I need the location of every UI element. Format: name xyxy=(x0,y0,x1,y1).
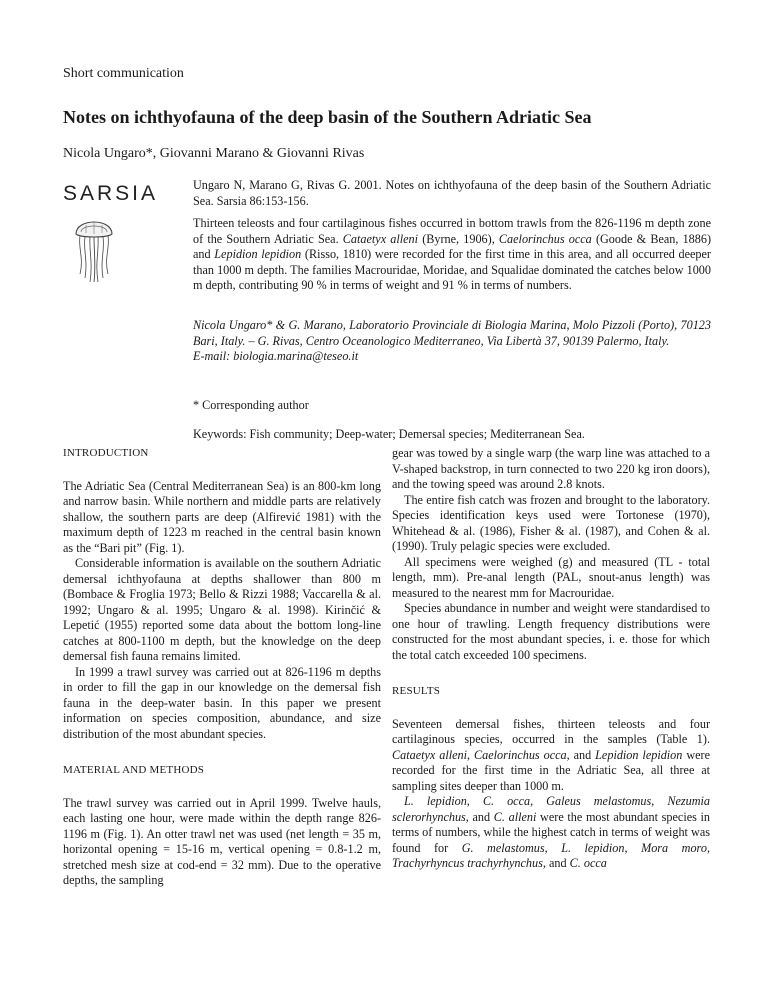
abstract-block xyxy=(193,216,711,294)
keywords-line: Keywords: Fish community; Deep-water; Demersal species; Mediterranean Sea. xyxy=(193,427,585,441)
email-text: E-mail: biologia.marina@teseo.it xyxy=(193,349,359,363)
article-title: Notes on ichthyofauna of the deep basin of the Southern Adriatic Sea xyxy=(63,107,592,127)
section-heading-results: RESULTS xyxy=(392,685,441,697)
author-list: Nicola Ungaro*, Giovanni Marano & Giovanni Rivas xyxy=(63,146,365,161)
left-column xyxy=(63,446,381,889)
citation-block xyxy=(193,178,711,209)
results-paragraph-1: Seventeen demersal fishes, thirteen teleosts and four cartilaginous species, occurred in the samples (Table 1). Cataetyx alleni, Caelorinchus occa, and Lepidion lepidion were recorded for the first time in the Adriatic Sea, all three at sampling sites deeper than 1000 m. xyxy=(392,716,710,793)
methods-paragraph-5: Species abundance in number and weight were standardised to one hour of trawling. Length frequency distributions were constructed for the most abundant species, i. e. those for which the total catch exceeded 100 specimens. xyxy=(392,601,710,662)
affiliation-block xyxy=(193,318,711,365)
corresponding-author-note: * Corresponding author xyxy=(193,398,309,412)
article-type-label: Short communication xyxy=(63,66,184,81)
section-heading-methods: MATERIAL AND METHODS xyxy=(63,764,205,776)
results-paragraph-2: L. lepidion, C. occa, Galeus melastomus, Nezumia sclerorhynchus, and C. alleni were the most abundant species in terms of numbers, while the highest catch in terms of weight was found for G. melastomus, L. lepidion, Mora moro, Trachyrhyncus trachyrhynchus, and C. occa xyxy=(392,794,711,870)
affiliation-text: Nicola Ungaro* & G. Marano, Laboratorio Provinciale di Biologia Marina, Molo Pizzoli (Porto), 70123 Bari, Italy. – G. Rivas, Centro Oceanologico Mediterraneo, Via Libertà 37, 90139 Palermo, Italy. xyxy=(193,318,711,348)
jellyfish-logo-icon xyxy=(72,212,116,289)
abstract-text: Thirteen teleosts and four cartilaginous fishes occurred in bottom trawls from the 826-1196 m depth zone of the Southern Adriatic Sea. Cataetyx alleni (Byrne, 1906), Caelorinchus occa (Goode & Bean, 1886) and Lepidion lepidion (Risso, 1810) were recorded for the first time in this area, and all occurred deeper than 1000 m depth. The families Macrouridae, Moridae, and Squalidae dominated the catches below 1000 m depth, contributing 90 % in terms of weight and 91 % in terms of numbers. xyxy=(193,216,712,292)
intro-paragraph-3: In 1999 a trawl survey was carried out at 826-1196 m depths in order to fill the gap in our knowledge on the demersal fish fauna in the deep-water basin. In this paper we present information on species composition, abundance, and size distribution of the most abundant species. xyxy=(63,664,381,741)
methods-paragraph-3: The entire fish catch was frozen and brought to the laboratory. Species identification keys used were Tortonese (1970), Whitehead & al. (1986), Fisher & al. (1987), and Cohen & al. (1990). Truly pelagic species were excluded. xyxy=(392,492,710,553)
intro-paragraph-1: The Adriatic Sea (Central Mediterranean Sea) is an 800-km long and narrow basin. While northern and middle parts are relatively shallow, the southern parts are deep (Alfirević 1981) with the maximum depth of 1223 m reached in the central basin known as the “Bari pit” (Fig. 1). xyxy=(63,478,381,555)
section-heading-introduction: INTRODUCTION xyxy=(63,447,149,459)
journal-logo: SARSIA xyxy=(63,182,159,205)
methods-paragraph-2: gear was towed by a single warp (the warp line was attached to a V-shaped backstrop, in turn connected to two 220 kg iron doors), and the towing speed was around 2.8 knots. xyxy=(392,446,710,491)
methods-paragraph-4: All specimens were weighed (g) and measured (TL - total length, mm). Pre-anal length (PAL, snout-anus length) was measured to the nearest mm for Macrouridae. xyxy=(392,554,710,600)
intro-paragraph-2: Considerable information is available on the southern Adriatic demersal ichthyofauna at depths shallower than 800 m (Bombace & Froglia 1973; Bello & Rizzi 1988; Vaccarella & al. 1992; Ungaro & al. 1995; Ungaro & al. 1998). Kirinčić & Lepetić (1955) reported some data about the bottom long-line catches at 800-1100 m depth, but the knowledge on the deep demersal fish fauna remains limited. xyxy=(63,556,381,663)
methods-paragraph-1: The trawl survey was carried out in April 1999. Twelve hauls, each lasting one hour, were made within the depth range 826-1196 m (Fig. 1). An otter trawl net was used (net length = 35 m, horizontal opening = 15-16 m, vertical opening = 0.8-1.2 m, stretched mesh size at cod-end = 32 mm). Due to the operative depths, the sampling xyxy=(63,795,381,887)
citation-text: Ungaro N, Marano G, Rivas G. 2001. Notes on ichthyofauna of the deep basin of the Southern Adriatic Sea. Sarsia 86:153-156. xyxy=(193,178,711,208)
right-column xyxy=(392,446,710,872)
